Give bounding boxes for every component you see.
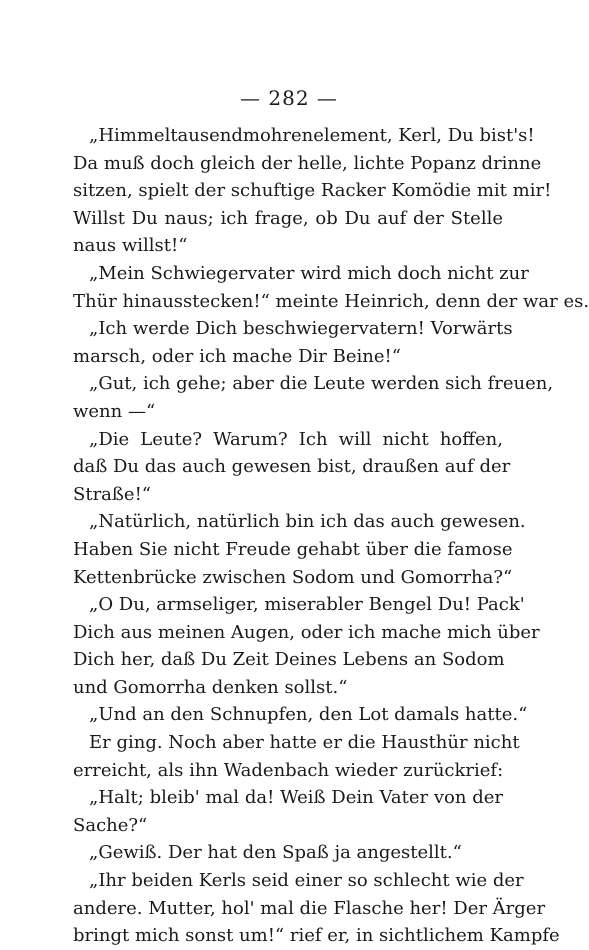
- text-line: wenn —“: [73, 400, 156, 422]
- text-line: „Himmeltausendmohrenelement, Kerl, Du bist's!: [89, 125, 535, 146]
- text-line: und Gomorrha denken sollst.“: [73, 676, 348, 698]
- text-line: „Gewiß. Der hat den Spaß ja angestellt.“: [89, 842, 462, 864]
- text-line: „Ich werde Dich beschwiegervatern! Vorwärts: [89, 318, 513, 340]
- text-line: „Ihr beiden Kerls seid einer so schlecht wie der: [89, 870, 524, 892]
- text-line: Dich aus meinen Augen, oder ich mache mich über: [73, 621, 540, 643]
- text-line: Straße!“: [73, 483, 152, 505]
- text-line: Thür hinausstecken!“ meinte Heinrich, denn der war es.: [73, 290, 589, 312]
- text-line: erreicht, als ihn Wadenbach wieder zurückrief:: [73, 759, 504, 781]
- text-line: Willst Du naus; ich frage, ob Du auf der Stelle: [73, 207, 503, 229]
- text-line: „Natürlich, natürlich bin ich das auch gewesen.: [89, 511, 526, 533]
- text-line: bringt mich sonst um!“ rief er, in sichtlichem Kampfe: [73, 925, 560, 947]
- text-line: Kettenbrücke zwischen Sodom und Gomorrha?“: [73, 566, 513, 588]
- text-line: sitzen, spielt der schuftige Racker Komödie mit mir!: [73, 180, 552, 202]
- text-line: Sache?“: [73, 814, 148, 836]
- text-line: „Mein Schwiegervater wird mich doch nicht zur: [89, 262, 529, 284]
- text-line: Haben Sie nicht Freude gehabt über die famose: [73, 538, 513, 560]
- body-text: [73, 122, 589, 950]
- text-line: „Und an den Schnupfen, den Lot damals hatte.“: [89, 704, 528, 726]
- text-line: „Halt; bleib' mal da! Weiß Dein Vater von der: [89, 787, 503, 809]
- text-line: Er ging. Noch aber hatte er die Hausthür nicht: [89, 732, 520, 754]
- text-line: andere. Mutter, hol' mal die Flasche her! Der Ärger: [73, 897, 546, 919]
- text-line: daß Du das auch gewesen bist, draußen auf der: [73, 456, 511, 478]
- page-number: — 282 —: [240, 86, 338, 110]
- text-line: Dich her, daß Du Zeit Deines Lebens an Sodom: [73, 649, 505, 671]
- text-line: Da muß doch gleich der helle, lichte Popanz drinne: [73, 152, 542, 174]
- text-line: naus willst!“: [73, 235, 188, 257]
- text-line: „Die Leute? Warum? Ich will nicht hoffen,: [89, 428, 503, 450]
- text-line: marsch, oder ich mache Dir Beine!“: [73, 345, 401, 367]
- text-line: „Gut, ich gehe; aber die Leute werden sich freuen,: [89, 373, 554, 395]
- text-line: „O Du, armseliger, miserabler Bengel Du! Pack': [89, 594, 525, 616]
